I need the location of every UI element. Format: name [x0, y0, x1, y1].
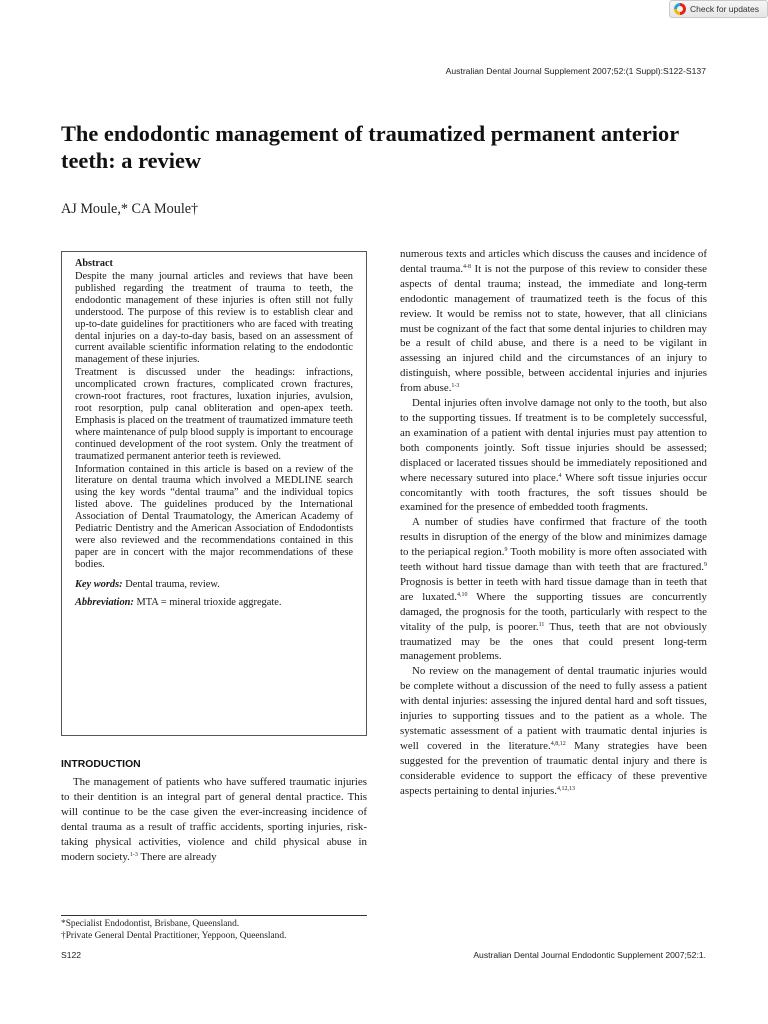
introduction-heading: INTRODUCTION [61, 759, 141, 770]
right-column-text [400, 247, 707, 799]
body-paragraph: The management of patients who have suffered traumatic injuries to their dentition is an integral part of general dental practice. This will continue to be the case given the ever-increasing incidence of dental trauma as a result of traffic accidents, sporting injuries, risk-taking physical activities, violence and child physical abuse in modern society.$^{1-3}$ There are already [61, 776, 367, 863]
check-for-updates-button[interactable] [669, 0, 768, 18]
citation-ref[interactable]: 1-3 [129, 851, 138, 858]
abstract-paragraph: Despite the many journal articles and reviews that have been published regarding the treatment of trauma to teeth, the endodontic management of these injuries is often still not fully understood. The purpose of this review is to establish clear and up-to-date guidelines for practitioners who are faced with treating dental injuries on a day-to-day basis, based on an assessment of current available scientific information relating to the endodontic management of these injuries. [75, 271, 353, 366]
abbreviation-value: MTA = mineral trioxide aggregate. [136, 596, 282, 608]
citation-ref[interactable]: 4,12,13 [556, 785, 575, 792]
journal-citation: Australian Dental Journal Supplement 2007;52:(1 Suppl):S122-S137 [445, 66, 706, 76]
check-for-updates-label: Check for updates [690, 4, 759, 14]
citation-ref[interactable]: 4-8 [463, 263, 472, 270]
keywords-label: Key words: [75, 578, 123, 590]
abstract-paragraph: Information contained in this article is based on a review of the literature on dental trauma which involved a MEDLINE search using the key words “dental trauma” and the individual topics listed above. The guidelines produced by the International Association of Dental Traumatology, the American Academy of Pediatric Dentistry and the American Association of Endodontists were also reviewed and the recommendations contained in this paper are in concert with the major recommendations of these bodies. [75, 463, 353, 570]
abbreviation-label: Abbreviation: [75, 596, 134, 608]
citation-ref[interactable]: 9 [504, 547, 508, 554]
citation-ref[interactable]: 1-3 [451, 383, 460, 390]
citation-ref[interactable]: 4 [558, 472, 562, 479]
abbreviations [75, 597, 353, 609]
footnotes [61, 919, 367, 942]
article-title: The endodontic management of traumatized permanent anterior teeth: a review [61, 121, 679, 173]
footer-journal: Australian Dental Journal Endodontic Supplement 2007;52:1. [473, 950, 706, 960]
abstract-box [61, 251, 367, 736]
keywords [75, 579, 353, 591]
keywords-value: Dental trauma, review. [125, 578, 220, 590]
body-paragraph: A number of studies have confirmed that fracture of the tooth results in disruption of the energy of the blow and minimizes damage to the periapical region.$^9$ Tooth mobility is more often associated with teeth without hard tissue damage than with teeth that are fractured.$^9$ Prognosis is better in teeth with hard tissue damage than in teeth that are luxated.$^{4,10}$ Where the supporting tissues are concurrently damaged, the prognosis for the tooth, particularly with respect to the vitality of the pulp, is poorer.$^{11}$ Thus, teeth that are not obviously traumatized may be the ones that could present long-term management problems. [400, 516, 707, 663]
crossmark-icon [674, 3, 686, 15]
body-paragraph: Dental injuries often involve damage not only to the tooth, but also to the supporting tissues. If treatment is to be completely successful, an examination of a patient with dental injuries must pay attention to both components jointly. Soft tissue injuries should be assessed; displaced or lacerated tissues should be immediately repositioned and where necessary sutured into place.$^4$ Where soft tissue injuries occur concomitantly with tooth fractures, the soft tissues should be examined for the presence of embedded tooth fragments. [400, 397, 707, 514]
citation-ref[interactable]: 4,8,12 [550, 740, 566, 747]
page-number: S122 [61, 950, 82, 960]
abstract-heading: Abstract [75, 258, 113, 269]
footnote-divider [61, 915, 367, 916]
body-paragraph: numerous texts and articles which discuss the causes and incidence of dental trauma.$^{4-8}$ It is not the purpose of this review to consider these aspects of dental trauma; instead, the immediate and long-term endodontic management of traumatized teeth is the focus of this review. It would be remiss not to state, however, that all clinicians must be cognizant of the fact that some dental injuries to children may be a result of child abuse, and there is a need to be vigilant in assessing an injured child and the circumstances of an injury to distinguish, where possible, between accidental injuries and injuries from abuse.$^{1-3}$ [400, 248, 708, 395]
citation-ref[interactable]: 4,10 [456, 591, 468, 598]
article-authors: AJ Moule,* CA Moule† [61, 201, 199, 217]
abstract-paragraph: Treatment is discussed under the headings: infractions, uncomplicated crown fractures, complicated crown fractures, crown-root fractures, root fractures, luxation injuries, avulsion, root resorption, pulp canal obliteration and open-apex teeth. Emphasis is placed on the treatment of traumatized immature teeth where maintenance of pulp blood supply is important to encourage continued development of the root system. Only the treatment of traumatized permanent anterior teeth is reviewed. [75, 367, 353, 462]
citation-ref[interactable]: 11 [538, 621, 545, 628]
citation-ref[interactable]: 9 [704, 562, 707, 569]
footnote: *Specialist Endodontist, Brisbane, Queensland. [61, 919, 240, 929]
footnote: †Private General Dental Practitioner, Yeppoon, Queensland. [61, 930, 287, 941]
left-column-text [61, 775, 367, 864]
body-paragraph: No review on the management of dental traumatic injuries would be complete without a discussion of the need to fully assess a patient with dental injuries: assessing the injured dental hard and soft tissues, injuries to supporting tissues and to the patient as a whole. The systematic assessment of a patient with traumatic dental injuries is well covered in the literature.$^{4,8,12}$ Many strategies have been suggested for the prevention of traumatic dental injury and there is considerable evidence to support the efficacy of these preventive aspects pertaining to dental injuries.$^{4,12,13}$ [400, 665, 707, 797]
